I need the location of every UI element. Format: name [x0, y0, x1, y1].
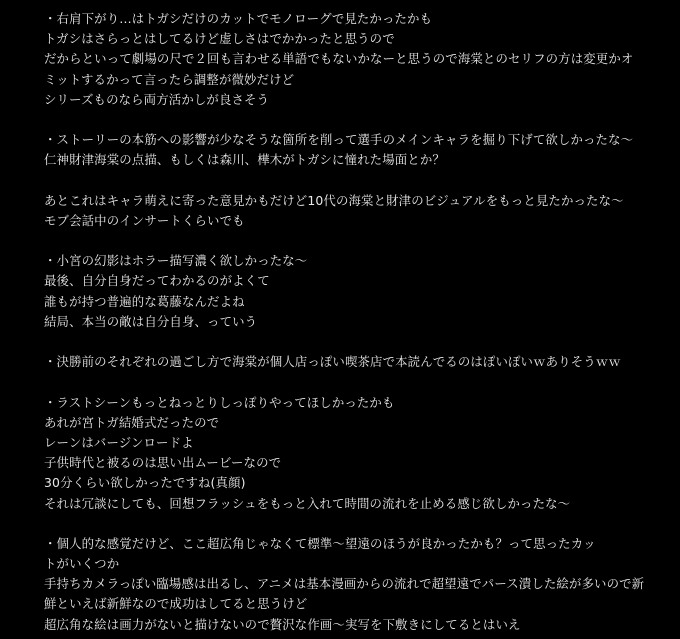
text-line: ・小宮の幻影はホラー描写濃く欲しかったな〜 — [44, 253, 308, 269]
text-line: あとこれはキャラ萌えに寄った意見かもだけど10代の海棠と財津のビジュアルをもっと見たかったな〜 — [44, 192, 624, 208]
text-line: 結局、本当の敵は自分自身、っていう — [44, 313, 258, 329]
text-line: ・右肩下がり…はトガシだけのカットでモノローグで見たかったかも — [44, 11, 433, 26]
text-line: シリーズものなら両方活かしが良さそう — [44, 91, 270, 107]
text-line: 手持ちカメラっぽい臨場感は出るし、アニメは基本漫画からの流れで超望遠でパース潰した絵が多いので新 — [44, 576, 645, 592]
blank-line — [44, 171, 656, 191]
text-line: トガシはさらっとはしてるけど虚しさはでかかったと思うので — [44, 31, 395, 47]
text-line: トがいくつか — [44, 556, 120, 572]
text-line: それは冗談にしても、回想フラッシュをもっと入れて時間の流れを止める感じ欲しかったな〜 — [44, 495, 571, 511]
text-line: 鮮といえば新鮮なので成功はしてると思うけど — [44, 596, 308, 612]
text-line: レーンはバージンロードよ — [44, 434, 194, 450]
text-line: 仁神財津海棠の点描、もしくは森川、樺木がトガシに憧れた場面とか？ — [44, 152, 445, 168]
blank-line — [44, 110, 656, 130]
text-line: ・ラストシーンもっとねっとりしっぽりやってほしかったかも — [44, 394, 395, 410]
blank-line — [44, 231, 656, 251]
blank-line — [44, 372, 656, 392]
text-line: あれが宮トガ結婚式だったので — [44, 414, 220, 430]
text-line: ・決勝前のそれぞれの過ごし方で海棠が個人店っぽい喫茶店で本読んでるのはぽいぽいｗありそうｗｗ — [44, 354, 621, 370]
text-line: モブ会話中のインサートくらいでも — [44, 212, 245, 228]
text-line: 子供時代と被るのは思い出ムービーなので — [44, 455, 282, 471]
text-line: 最後、自分自身だってわかるのがよくて — [44, 273, 270, 289]
text-line: だからといって劇場の尺で２回も言わせる単語でもないかなーと思うので海棠とのセリフの方は変更かオ — [44, 51, 634, 67]
text-line: 誰もが持つ普遍的な葛藤なんだよね — [44, 293, 245, 309]
blank-line — [44, 514, 656, 534]
text-line: 超広角な絵は画力がないと描けないので贅沢な作画〜実写を下敷きにしてるとはいえ — [44, 616, 521, 632]
text-line: 30分くらい欲しかったですね(真顔) — [44, 475, 246, 491]
text-line: ・ストーリーの本筋への影響が少なそうな箇所を削って選手のメインキャラを掘り下げて欲しかったな〜 — [44, 132, 634, 148]
text-line: ・個人的な感覚だけど、ここ超広角じゃなくて標準〜望遠のほうが良かったかも？って思ったカッ — [44, 535, 596, 551]
text-line: ミットするかって言ったら調整が微妙だけど — [44, 71, 295, 87]
blank-line — [44, 332, 656, 352]
